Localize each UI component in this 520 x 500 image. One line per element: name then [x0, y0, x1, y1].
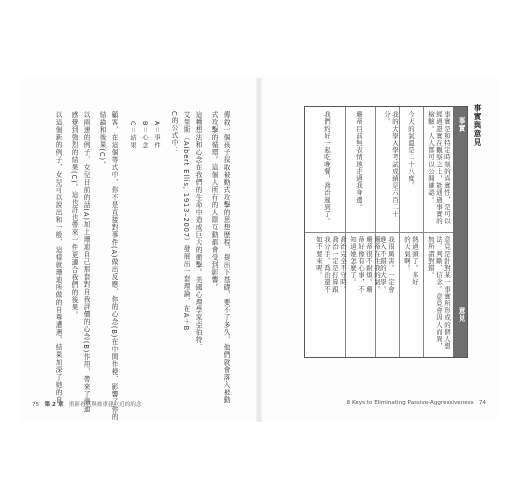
body-text-column: C的公式中： [170, 111, 178, 155]
formula-consequence: C＝結果 [129, 121, 136, 150]
opinion-cell: 熱過頭了。多好的天氣啊！ [403, 236, 419, 286]
fact-cell: 我們約好一起吃晚餐，喬治遲到了。 [323, 111, 331, 225]
row-divider [399, 107, 400, 357]
fact-cell: 今天的氣溫是二十八度。 [407, 111, 415, 190]
table-header [453, 107, 467, 357]
opinion-cell: 喬治完全不守時。喬治一定是打算跟我分手。喬治還不如不要來呢。 [315, 236, 347, 293]
body-text-column: 結論和後果(C)。 [98, 111, 106, 169]
body-text-column: 艾里斯（Albert Ellis, 1913–2007）發展出一套理論，在A＋B [182, 111, 190, 332]
left-page-number: 75 [32, 402, 40, 408]
body-text-column: 顧客，在這個等式中，你不是直接對事件(A)做出反應，你的心念(B)在中間作梗，影響了你的 [110, 111, 118, 421]
left-footer [32, 400, 142, 408]
formula-belief: B＝心念 [141, 121, 148, 150]
right-page-number: 74 [478, 400, 486, 406]
book-spread [20, 78, 498, 422]
header-fact: 事實 [457, 117, 465, 133]
fact-opinion-table [304, 106, 468, 358]
body-text-column: 式攻擊的循環。這個人所有的人際互動都會受到影響。 [210, 111, 218, 291]
opinion-cell: 珊蒂在生我的氣。珊蒂很不耐煩。珊蒂好像有心事，不知道她怎麼了。 [349, 236, 381, 293]
chapter-label: 第 2 章 [44, 402, 64, 408]
opinion-cell: 意見是針對某一事實所形成的個人想法、判斷、信念。意見會因人而異，無所謂對錯。 [427, 236, 451, 350]
right-footer [347, 400, 486, 406]
body-text-column: 以兩速的例子，女兒目前的話(A)加上珊迪自己那套對自我評價的心念(B)作用，帶來了珊迪 [82, 111, 90, 414]
body-text-column: 這種想法和心念在我們的生命中造成巨大的衝擊。美國心理學家亞伯特． [194, 111, 202, 351]
body-text-column: 以這個新的例子，女兒可以說出和一般，這樣就珊迪所做的自尊遭遇、結果加深了她的自 [54, 111, 62, 404]
row-divider [345, 107, 346, 357]
book-title: 8 Keys to Eliminating Passive-Aggressiveness [346, 400, 474, 406]
opinion-cell: 我很厲害。一定會進入不錯的大學。 [379, 236, 395, 293]
right-page [262, 78, 498, 422]
body-text-column: 傳敘一個孩子採取被動式攻擊的思想歷程，提出下基礎，要不了多久，他們就會落入被動 [222, 111, 230, 404]
body-text-column: 感覺到強烈的結果(C)。這也許也帶來一件更適合我們的後果。 [70, 111, 78, 319]
formula-event: A＝事件 [153, 121, 160, 150]
row-divider [375, 107, 376, 357]
box-title: 事實與意見 [473, 104, 482, 147]
fact-cell: 事實是和特定時刻的真實性，是可以經過證實在觀察之上，能通過事實的檢驗。人人都可以公開確認。 [427, 111, 451, 225]
fact-cell: 珊蒂目前無表情地走過我身邊。 [355, 111, 363, 211]
left-page [20, 78, 257, 422]
header-opinion: 意見 [457, 307, 465, 323]
fact-cell: 我的大學入學考試成績是六百二十分。 [383, 111, 399, 218]
table-divider [305, 232, 453, 233]
row-divider [423, 107, 424, 357]
chapter-title: 重新看已與被重建立近的的念 [68, 402, 142, 408]
